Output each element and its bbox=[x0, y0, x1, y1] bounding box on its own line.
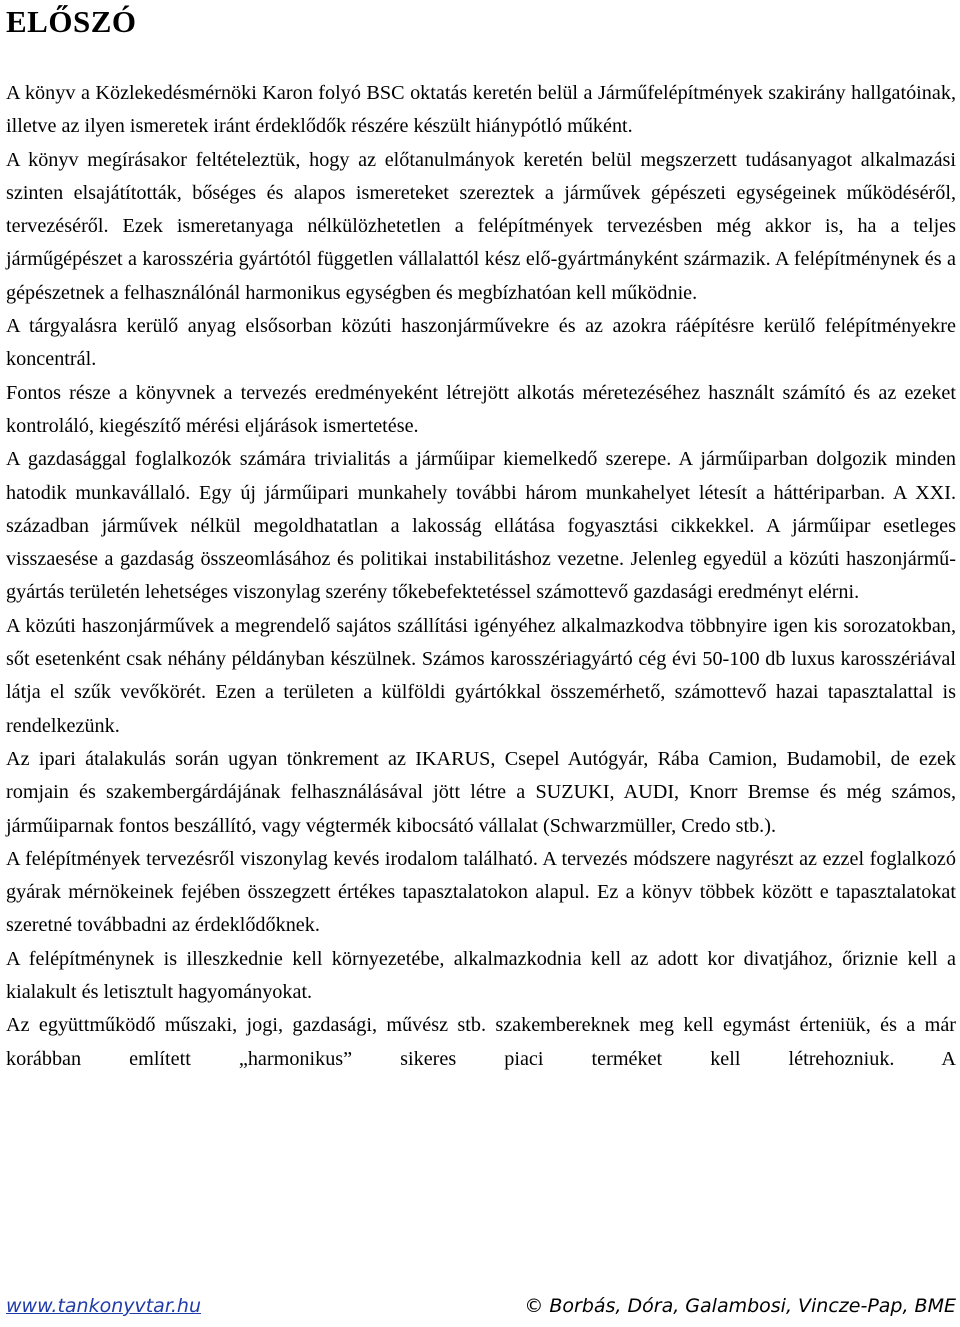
paragraph-commercial-vehicles: A közúti haszonjárművek a megrendelő sajátos szállítási igényéhez alkalmazkodva többnyire igen kis sorozatokban, sőt esetenként csak néhány példányban készülnek. Számos karosszériagyártó cég évi 50-100 db luxus karosszériával látja el szűk vevőkörét. Ezen a területen a külföldi gyártókkal összemérhető, számottevő hazai tapasztalattal is rendelkezünk. bbox=[6, 614, 956, 737]
page-title: ELŐSZÓ bbox=[6, 4, 137, 39]
body-text bbox=[6, 77, 956, 1076]
paragraph-literature: A felépítmények tervezésről viszonylag kevés irodalom található. A tervezés módszere nagyrészt az ezzel foglalkozó gyárak mérnökeinek fejében összegzett értékes tapasztalatokon alapul. Ez a könyv többek között e tapasztalatokat szeretné továbbadni az érdeklődőknek. bbox=[6, 847, 956, 937]
paragraph-industry-history: Az ipari átalakulás során ugyan tönkrement az IKARUS, Csepel Autógyár, Rába Camion, Budamobil, de ezek romjain és szakembergárdájának felhasználásával jött létre a SUZUKI, AUDI, Knorr Bremse és még számos, járműiparnak fontos beszállító, vagy végtermék kibocsátó vállalat (Schwarzmüller, Credo stb.). bbox=[6, 747, 956, 837]
paragraph-intro: A könyv a Közlekedésmérnöki Karon folyó BSC oktatás keretén belül a Járműfelépítmények szakirány hallgatóinak, illetve az ilyen ismeretek iránt érdeklődők részére készült hiánypótló műként. bbox=[6, 82, 956, 138]
paragraph-scope: A tárgyalásra kerülő anyag elsősorban közúti haszonjárművekre és az azokra ráépítésre kerülő felépítményekre koncentrál. bbox=[6, 315, 956, 371]
paragraph-cooperation: Az együttműködő műszaki, jogi, gazdasági, művész stb. szakembereknek meg kell egymást érteniük, és a már korábban említett „harmonikus” sikeres piaci terméket kell létrehozniuk. A bbox=[6, 1014, 956, 1070]
paragraph-measurement: Fontos része a könyvnek a tervezés eredményeként létrejött alkotás méretezéséhez használt számító és az ezeket kontroláló, kiegészítő mérési eljárások ismertetése. bbox=[6, 381, 956, 437]
paragraph-prerequisites: A könyv megírásakor feltételeztük, hogy az előtanulmányok keretén belül megszerzett tudásanyagot alkalmazási szinten elsajátították, bőséges és alapos ismereteket szereztek a járművek gépészeti egységeinek működéséről, tervezéséről. Ezek ismeretanyaga nélkülözhetetlen a felépítmények tervezésben még akkor is, ha a teljes járműgépészet a karosszéria gyártótól független vállalattól kész elő-gyártmányként származik. A felépítménynek és a gépészetnek a felhasználónál harmonikus egységben és megbízhatóan kell működnie. bbox=[6, 148, 956, 304]
footer-link[interactable]: www.tankonyvtar.hu bbox=[6, 1295, 202, 1317]
footer-copyright: © Borbás, Dóra, Galambosi, Vincze-Pap, BME bbox=[524, 1295, 956, 1317]
paragraph-economy: A gazdasággal foglalkozók számára trivialitás a járműipar kiemelkedő szerepe. A járműiparban dolgozik minden hatodik munkavállaló. Egy új járműipari munkahely további három munkahelyet létesít a háttériparban. A XXI. században járművek nélkül megoldhatatlan a lakosság ellátása fogyasztási cikkekkel. A járműipar esetleges visszaesése a gazdaság összeomlásához és politikai instabilitáshoz vezetne. Jelenleg egyedül a közúti haszonjármű-gyártás területén lehetséges viszonylag szerény tőkebefektetéssel számottevő gazdasági eredményt elérni. bbox=[6, 448, 956, 604]
page-footer bbox=[6, 1294, 956, 1318]
paragraph-tradition: A felépítménynek is illeszkednie kell környezetébe, alkalmazkodnia kell az adott kor divatjához, őriznie kell a kialakult és letisztult hagyományokat. bbox=[6, 947, 956, 1004]
